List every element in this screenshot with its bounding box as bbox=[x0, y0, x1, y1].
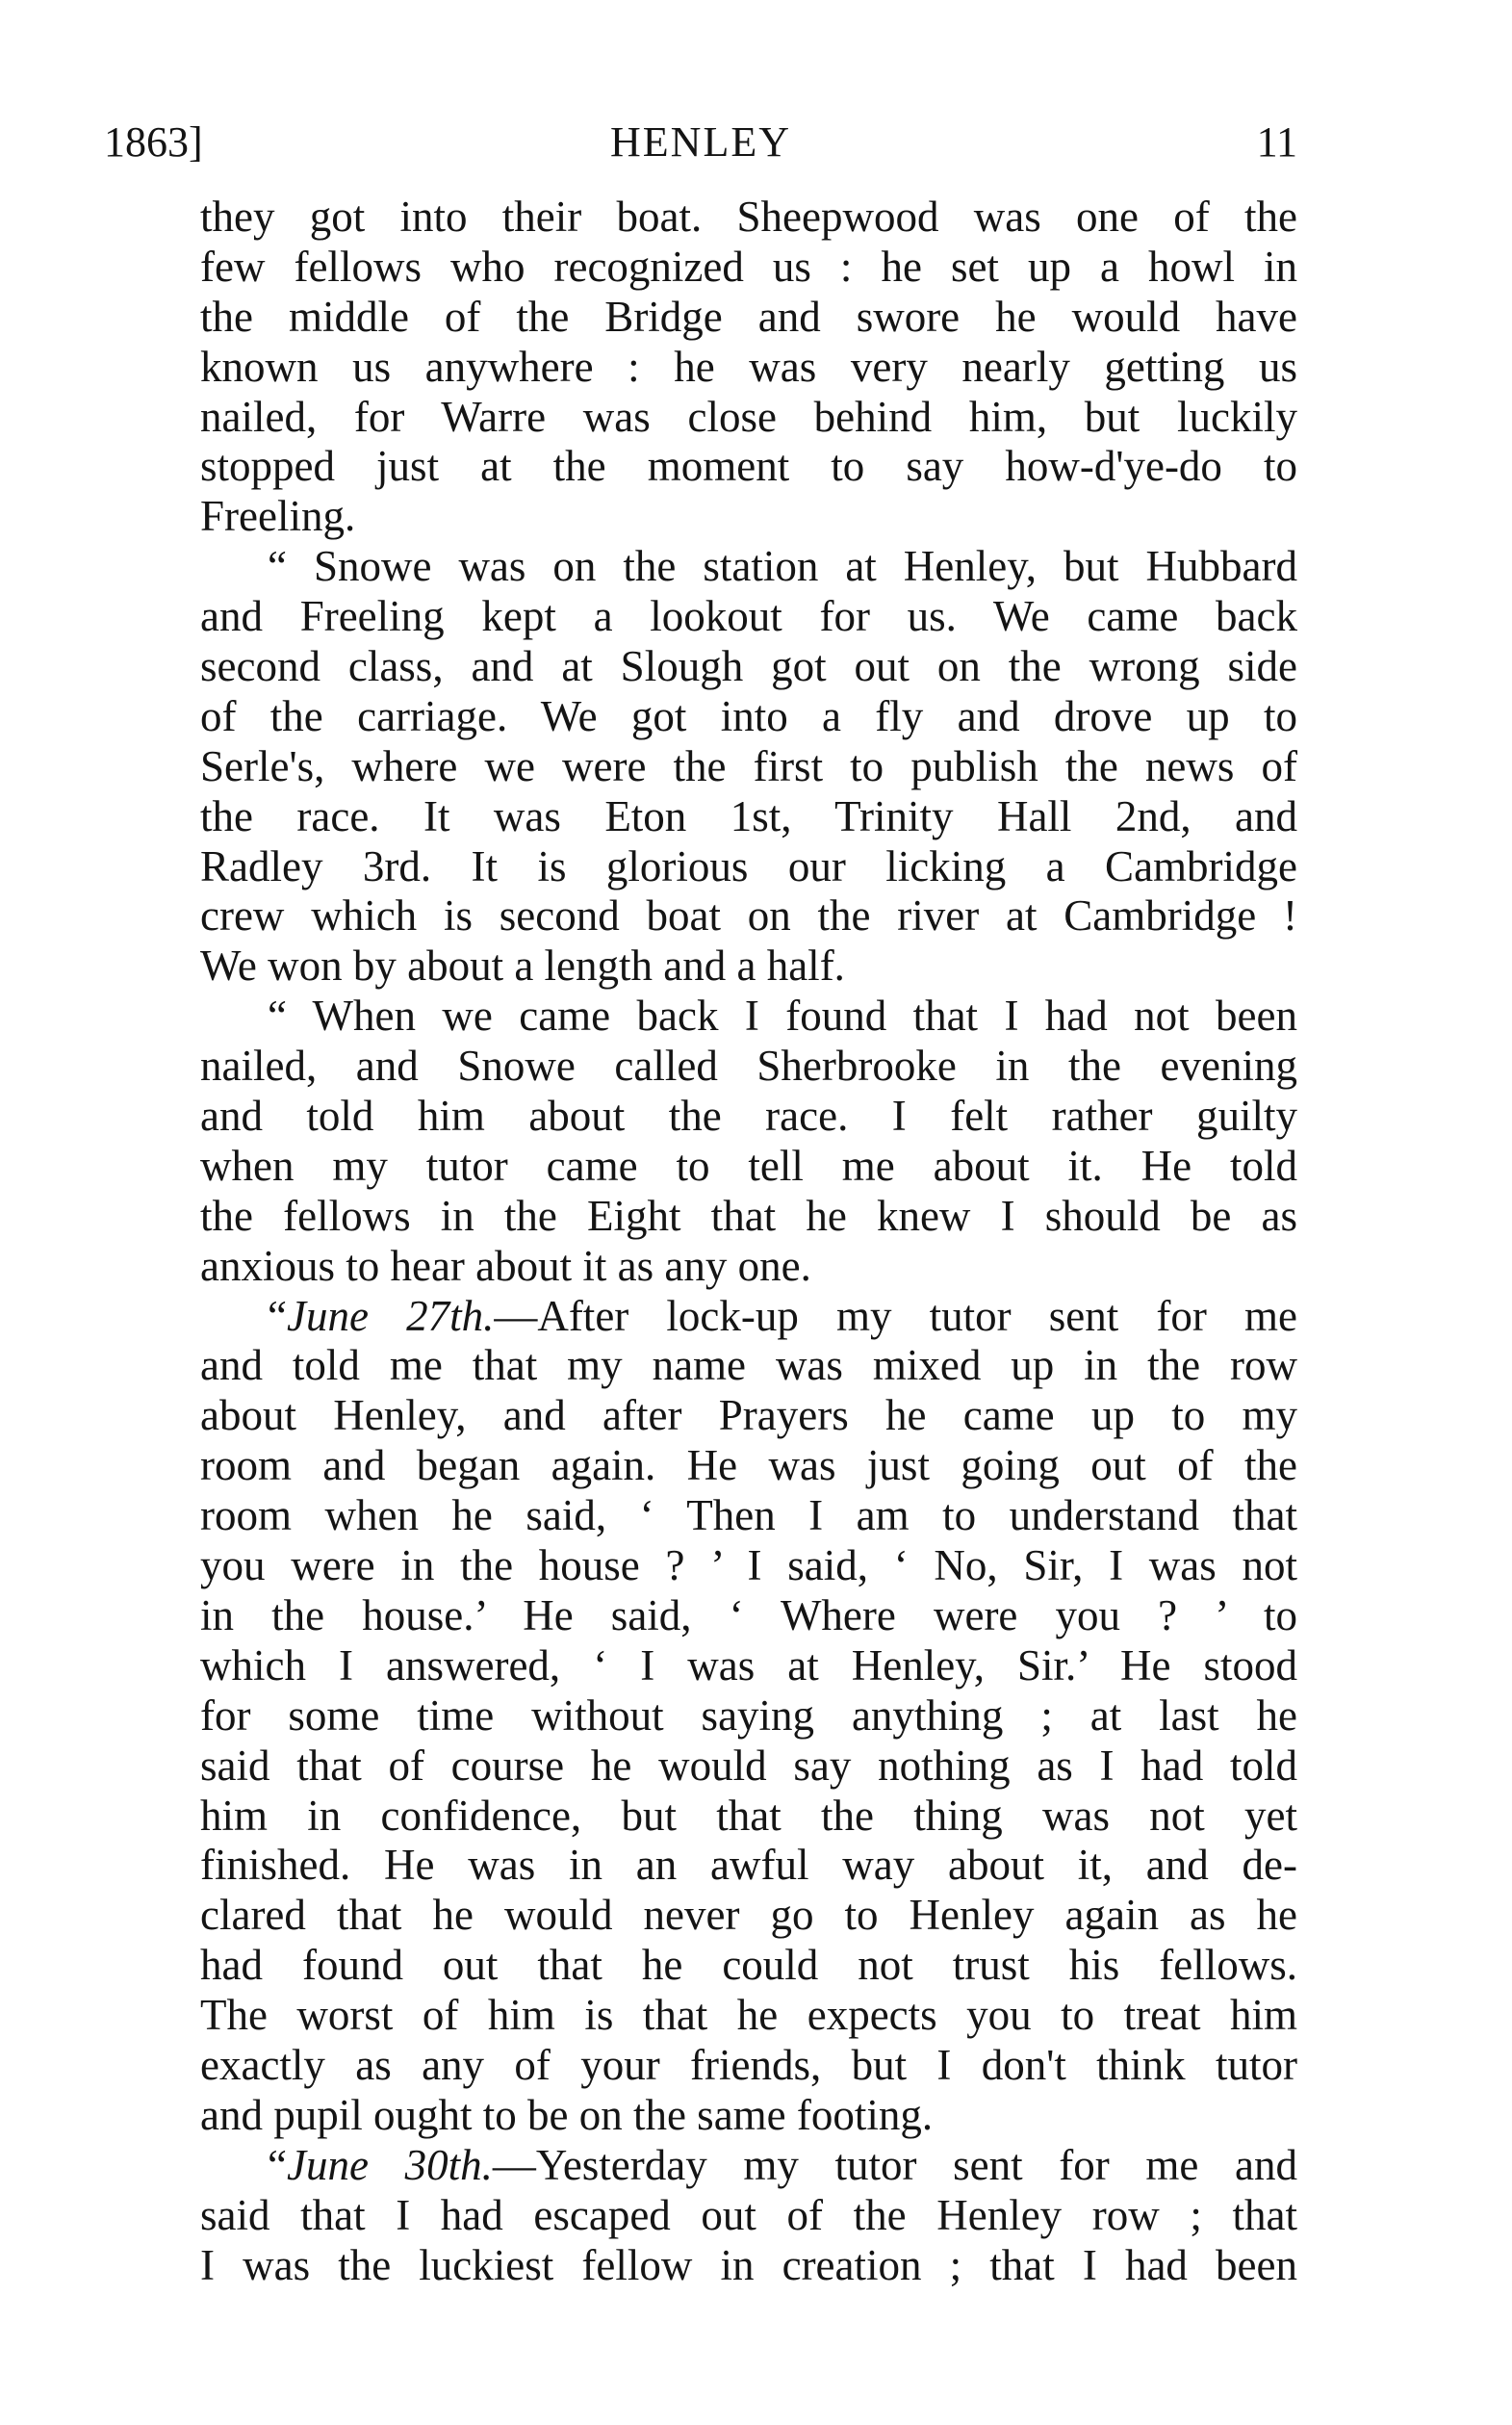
text-line: clared that he would never go to Henley again as he bbox=[200, 1891, 1297, 1940]
text-line bbox=[200, 1292, 1297, 1342]
text-line: you were in the house ? ’ I said, ‘ No, Sir, I was not bbox=[200, 1541, 1297, 1590]
diary-date: June 27th. bbox=[286, 1291, 495, 1340]
text-line: and told him about the race. I felt rather guilty bbox=[200, 1092, 1297, 1141]
text-line: the race. It was Eton 1st, Trinity Hall 2nd, and bbox=[200, 791, 1297, 840]
text-line: room when he said, ‘ Then I am to understand that bbox=[200, 1491, 1297, 1540]
text-line bbox=[200, 2141, 1297, 2191]
text-line: said that I had escaped out of the Henley row ; that bbox=[200, 2190, 1297, 2239]
text-line: about Henley, and after Prayers he came up to my bbox=[200, 1391, 1297, 1440]
line-text: —After lock-up my tutor sent for me bbox=[494, 1291, 1297, 1340]
diary-date: June 30th. bbox=[286, 2140, 493, 2189]
text-line: We won by about a length and a half. bbox=[200, 942, 845, 991]
text-line: him in confidence, but that the thing was not yet bbox=[200, 1791, 1297, 1840]
text-line: they got into their boat. Sheepwood was one of the bbox=[200, 193, 1297, 241]
text-line: “ Snowe was on the station at Henley, but Hubbard bbox=[268, 542, 1297, 591]
text-line: had found out that he could not trust his fellows. bbox=[200, 1941, 1297, 1990]
text-line: said that of course he would say nothing as I had told bbox=[200, 1741, 1297, 1790]
text-line: and pupil ought to be on the same footing. bbox=[200, 2090, 934, 2139]
text-line: stopped just at the moment to say how-d'ye-do to bbox=[200, 442, 1297, 491]
text-line: and told me that my name was mixed up in the row bbox=[200, 1341, 1297, 1390]
text-line: anxious to hear about it as any one. bbox=[200, 1241, 811, 1290]
running-head bbox=[104, 114, 1297, 171]
text-line: of the carriage. We got into a fly and drove up to bbox=[200, 691, 1297, 740]
opening-quote: “ bbox=[268, 1291, 287, 1340]
text-line: for some time without saying anything ; at last he bbox=[200, 1690, 1297, 1740]
opening-quote: “ bbox=[268, 2140, 287, 2189]
text-line: known us anywhere : he was very nearly getting us bbox=[200, 342, 1297, 391]
text-line: which I answered, ‘ I was at Henley, Sir.’ He stood bbox=[200, 1640, 1297, 1690]
text-line: Freeling. bbox=[200, 492, 356, 541]
text-line: Radley 3rd. It is glorious our licking a Cambridge bbox=[200, 841, 1297, 890]
body-text bbox=[200, 193, 1297, 2290]
running-head-title: HENLEY bbox=[610, 118, 791, 166]
line-text: —Yesterday my tutor sent for me and bbox=[492, 2140, 1297, 2189]
text-line: crew which is second boat on the river at Cambridge ! bbox=[200, 891, 1297, 941]
text-line: room and began again. He was just going out of the bbox=[200, 1441, 1297, 1490]
text-line: and Freeling kept a lookout for us. We came back bbox=[200, 592, 1297, 641]
text-line: when my tutor came to tell me about it. He told bbox=[200, 1141, 1297, 1190]
text-line: “ When we came back I found that I had not been bbox=[268, 992, 1297, 1041]
text-line: second class, and at Slough got out on the wrong side bbox=[200, 642, 1297, 691]
text-line: exactly as any of your friends, but I don't think tutor bbox=[200, 2040, 1297, 2089]
text-line: nailed, and Snowe called Sherbrooke in the evening bbox=[200, 1042, 1297, 1091]
text-line: the middle of the Bridge and swore he would have bbox=[200, 292, 1297, 341]
text-line: nailed, for Warre was close behind him, but luckily bbox=[200, 392, 1297, 441]
text-line: The worst of him is that he expects you to treat him bbox=[200, 1991, 1297, 2040]
text-line: the fellows in the Eight that he knew I should be as bbox=[200, 1191, 1297, 1240]
text-line: in the house.’ He said, ‘ Where were you ? ’ to bbox=[200, 1590, 1297, 1639]
text-line: finished. He was in an awful way about it, and de- bbox=[200, 1841, 1297, 1890]
text-line: I was the luckiest fellow in creation ; that I had been bbox=[200, 2240, 1297, 2289]
running-head-year: 1863] bbox=[104, 118, 203, 166]
text-line: Serle's, where we were the first to publish the news of bbox=[200, 741, 1297, 790]
page-number: 11 bbox=[1256, 118, 1297, 166]
text-line: few fellows who recognized us : he set up a howl in bbox=[200, 242, 1297, 291]
